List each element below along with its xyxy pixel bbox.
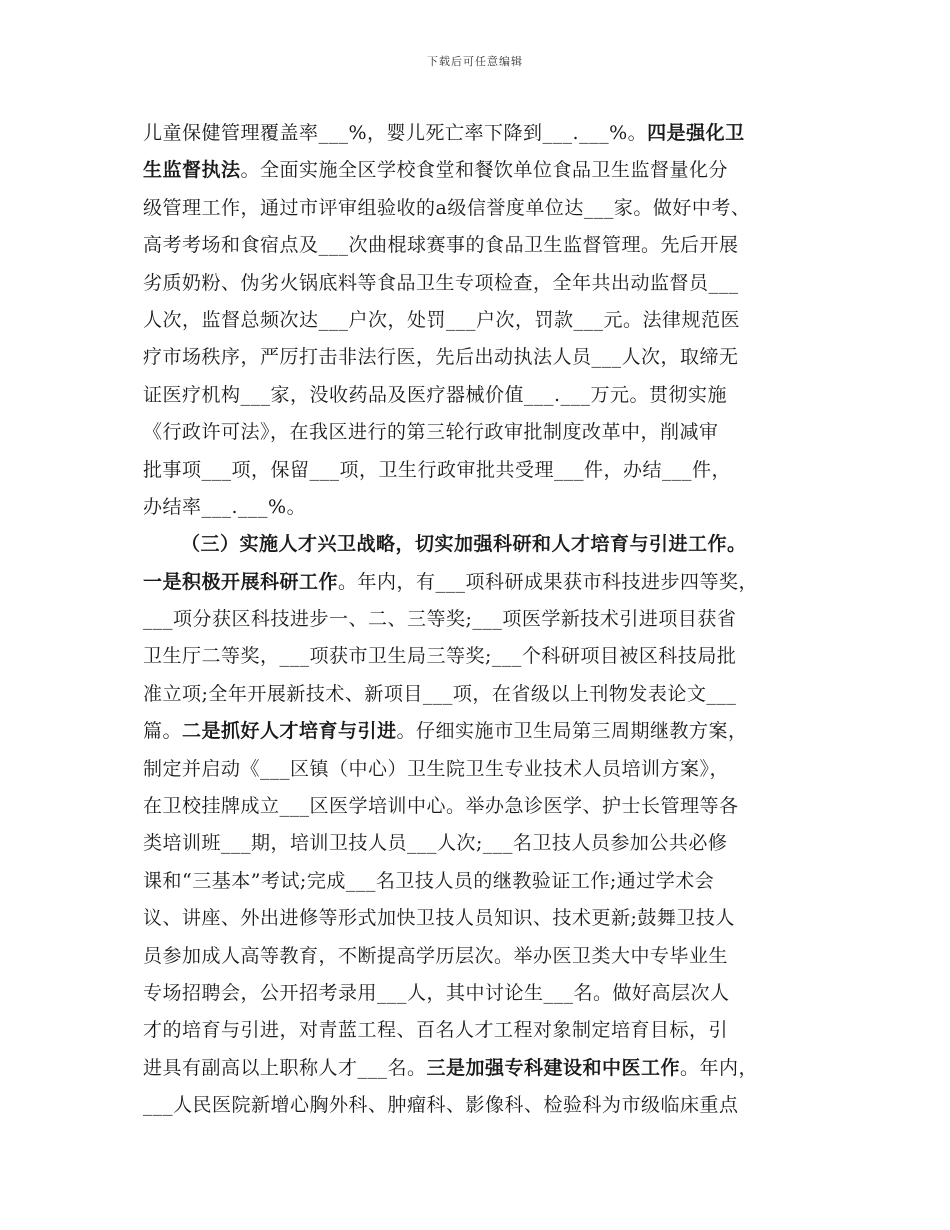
text-line: 才的培育与引进，对青蓝工程、百名人才工程对象制定培育目标，引 xyxy=(143,1019,729,1042)
section-heading-line: （三）实施人才兴卫战略，切实加强科研和人才培育与引进工作。 xyxy=(181,533,747,556)
text-line: 员参加成人高等教育，不断提高学历层次。举办医卫类大中专毕业生 xyxy=(143,944,729,967)
text-line: 准立项;全年开展新技术、新项目___项，在省级以上刊物发表论文___ xyxy=(143,682,737,705)
text-line: 生监督执法。全面实施全区学校食堂和餐饮单位食品卫生监督量化分 xyxy=(143,159,729,182)
text-line: 高考考场和食宿点及___次曲棍球赛事的食品卫生监督管理。先后开展 xyxy=(143,234,739,257)
text-line: 劣质奶粉、伪劣火锅底料等食品卫生专项检查，全年共出动监督员___ xyxy=(143,271,739,294)
text-line: 议、讲座、外出进修等形式加快卫技人员知识、技术更新;鼓舞卫技人 xyxy=(143,907,735,930)
text-line: 制定并启动《___区镇（中心）卫生院卫生专业技术人员培训方案》， xyxy=(143,757,730,780)
text-line: 专场招聘会，公开招考录用___人，其中讨论生___名。做好高层次人 xyxy=(143,981,730,1004)
text-line: 课和“三基本”考试;完成___名卫技人员的继教验证工作;通过学术会 xyxy=(143,869,715,892)
text-line: 进具有副高以上职称人才___名。三是加强专科建设和中医工作。年内， xyxy=(143,1056,759,1079)
text-line: 儿童保健管理覆盖率___%，婴儿死亡率下降到___.___%。四是强化卫 xyxy=(143,122,745,144)
text-line: 卫生厅二等奖，___项获市卫生局三等奖;___个科研项目被区科技局批 xyxy=(143,645,737,668)
text-line: 疗市场秩序，严厉打击非法行医，先后出动执法人员___人次，取缔无 xyxy=(143,346,739,369)
text-line: 办结率___.___%。 xyxy=(143,495,307,518)
text-line: 级管理工作，通过市评审组验收的a级信誉度单位达___家。做好中考、 xyxy=(143,196,751,219)
text-line: 篇。二是抓好人才培育与引进。仔细实施市卫生局第三周期继教方案， xyxy=(143,720,748,743)
page-header: 下载后可任意编辑 xyxy=(427,55,523,68)
text-line: ___项分获区科技进步一、二、三等奖;___项医学新技术引进项目获省 xyxy=(143,608,737,631)
text-line: 《行政许可法》，在我区进行的第三轮行政审批制度改革中，削减审 xyxy=(143,421,719,444)
document-body xyxy=(143,115,826,1125)
text-line: 人次，监督总频次达___户次，处罚___户次，罚款___元。法律规范医 xyxy=(143,308,741,331)
text-line: 证医疗机构___家，没收药品及医疗器械价值___.___万元。贯彻实施 xyxy=(143,383,728,406)
text-line: 在卫校挂牌成立___区医学培训中心。举办急诊医学、护士长管理等各 xyxy=(143,795,739,818)
text-line: 一是积极开展科研工作。年内，有___项科研成果获市科技进步四等奖， xyxy=(143,570,759,593)
text-line: ___人民医院新增心胸外科、肿瘤科、影像科、检验科为市级临床重点 xyxy=(143,1094,739,1117)
text-line: 类培训班___期，培训卫技人员___人次;___名卫技人员参加公共必修 xyxy=(143,832,728,855)
text-line: 批事项___项，保留___项，卫生行政审批共受理___件，办结___件， xyxy=(143,458,732,481)
